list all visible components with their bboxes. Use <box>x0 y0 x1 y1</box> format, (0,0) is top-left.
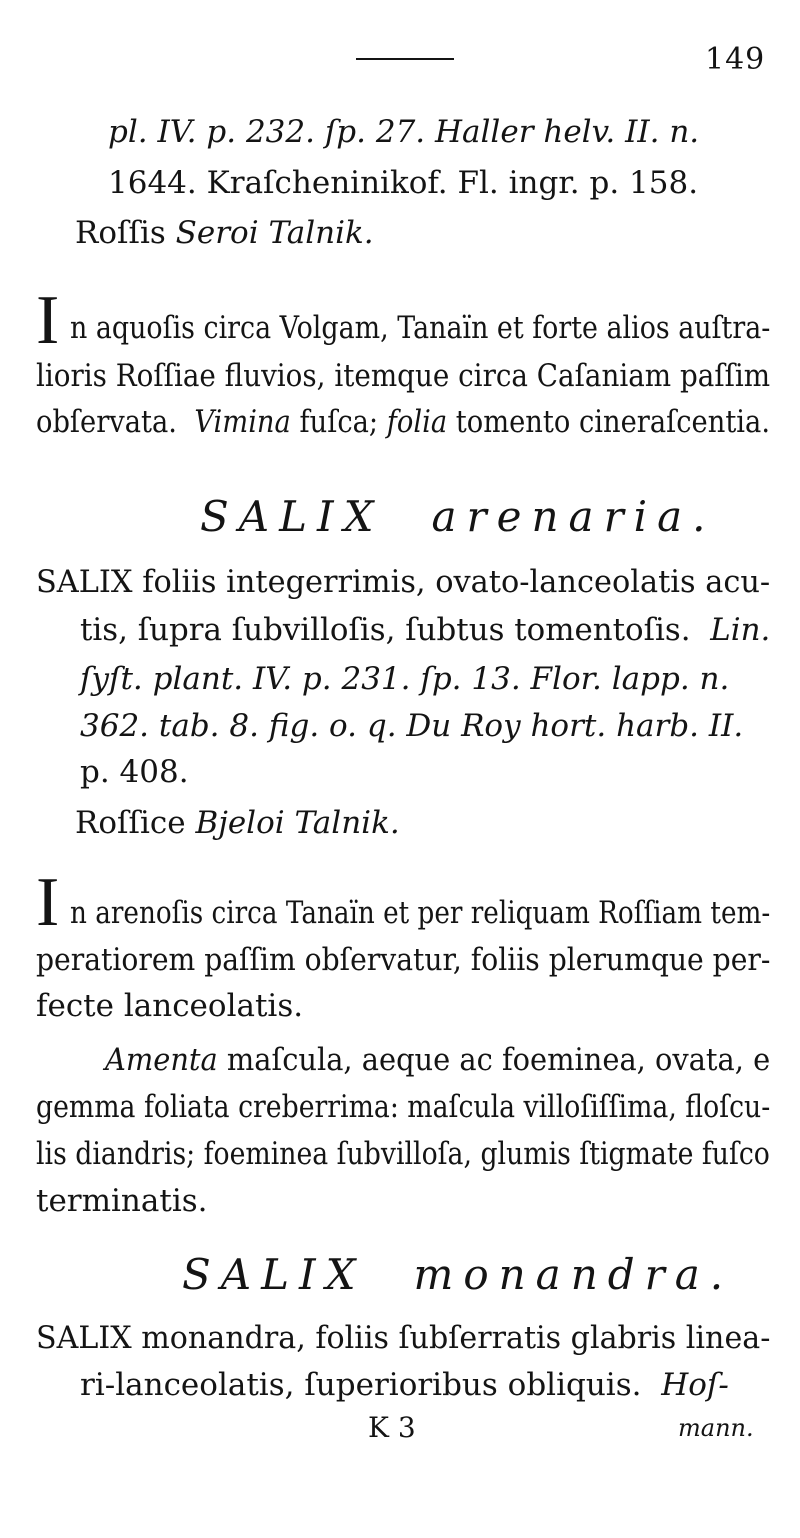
paragraph-line: lis diandris; foeminea ſubvilloſa, glumis ſtigmate fuſco <box>36 1136 770 1172</box>
paragraph-line: terminatis. <box>36 1183 208 1219</box>
drop-cap: I <box>36 864 60 941</box>
description-line: p. 408. <box>80 754 189 790</box>
paragraph-line: peratiorem paſſim obſervatur, foliis plerumque per- <box>36 942 771 978</box>
paragraph-line: n aquoſis circa Volgam, Tanaïn et forte alios auſtra- <box>70 310 771 346</box>
species-heading: SALIX monandra. <box>182 1250 734 1299</box>
description-line: ſyſt. plant. IV. p. 231. ſp. 13. Flor. lapp. n. <box>80 661 730 697</box>
signature-mark: K 3 <box>368 1411 416 1444</box>
page-number: 149 <box>705 42 766 77</box>
catchword: mann. <box>678 1414 754 1442</box>
russian-name-line: Roſſis Seroi Talnik. <box>75 215 374 251</box>
citation-line-1: pl. IV. p. 232. ſp. 27. Haller helv. II. n. <box>108 114 700 150</box>
paragraph-line: Amenta maſcula, aeque ac foeminea, ovata, e <box>105 1042 771 1078</box>
paragraph-line: gemma foliata creberrima: maſcula villoſiſſima, floſcu- <box>36 1089 771 1125</box>
drop-cap: I <box>36 282 60 359</box>
paragraph-line: obſervata. Vimina fuſca; folia tomento cineraſcentia. <box>36 404 770 440</box>
description-line: SALIX monandra, foliis ſubſerratis glabris linea- <box>36 1320 771 1356</box>
description-line: tis, ſupra ſubvilloſis, ſubtus tomentoſis. Lin. <box>80 612 771 648</box>
description-line: 362. tab. 8. fig. o. q. Du Roy hort. harb. II. <box>80 708 744 744</box>
russian-name-line: Roſſice Bjeloi Talnik. <box>75 805 400 841</box>
citation-line-2: 1644. Kraſcheninikof. Fl. ingr. p. 158. <box>108 165 699 201</box>
description-line: ri-lanceolatis, ſuperioribus obliquis. Hoſ- <box>80 1367 729 1403</box>
paragraph-line: lioris Roſſiae fluvios, itemque circa Caſaniam paſſim <box>36 358 771 394</box>
description-line: SALIX foliis integerrimis, ovato-lanceolatis acu- <box>36 564 771 600</box>
paragraph-line: fecte lanceolatis. <box>36 988 304 1024</box>
header-rule <box>356 58 454 60</box>
paragraph-line: n arenoſis circa Tanaïn et per reliquam Roſſiam tem- <box>70 895 771 931</box>
species-heading: SALIX arenaria. <box>200 492 716 541</box>
